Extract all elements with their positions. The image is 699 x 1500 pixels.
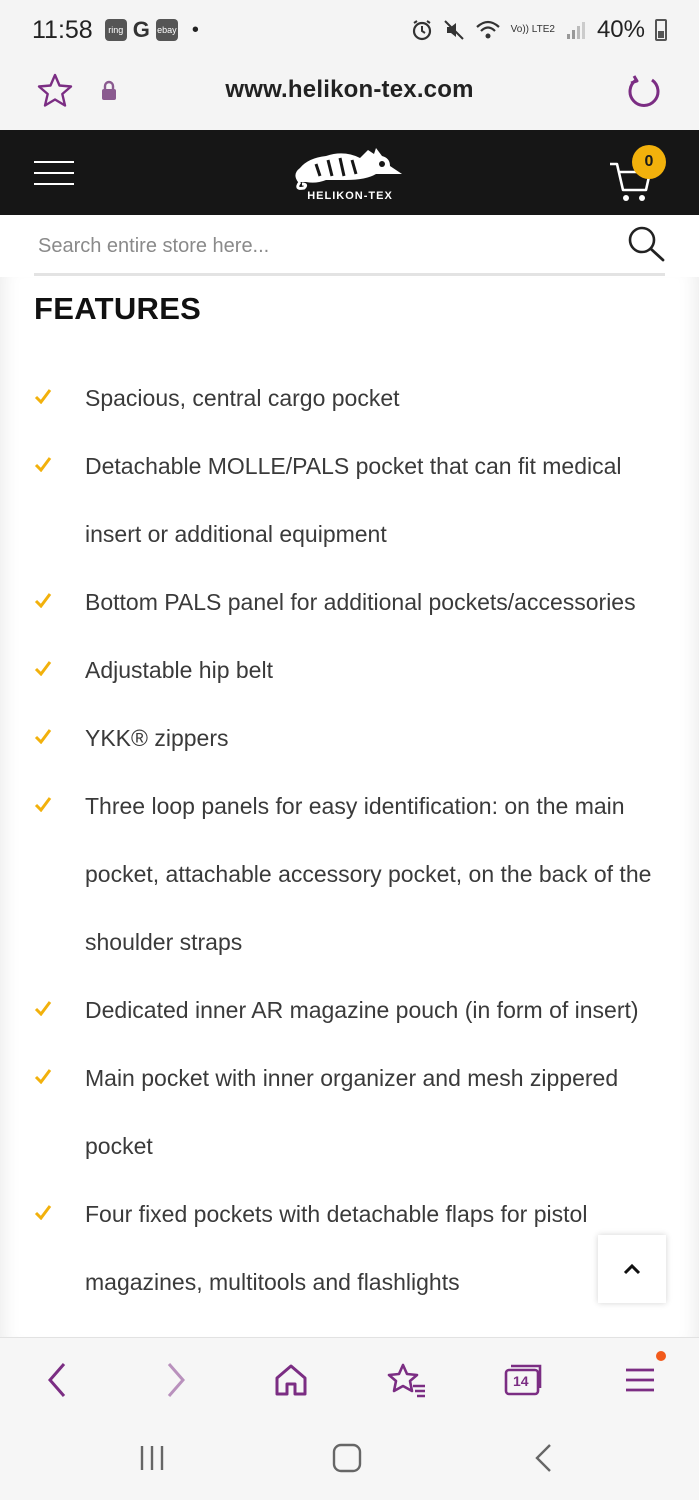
more-notifications-icon: •: [191, 18, 199, 41]
home-button[interactable]: [271, 1360, 311, 1400]
menu-hamburger-button[interactable]: [34, 161, 74, 185]
helikon-tex-logo[interactable]: [286, 144, 414, 206]
google-notification-icon: G: [132, 17, 150, 42]
feature-text: Dedicated inner AR magazine pouch (in form of insert): [85, 997, 639, 1023]
signal-icon: [565, 19, 587, 41]
system-navigation-bar: [0, 1422, 699, 1500]
browser-address-bar: [0, 60, 699, 130]
ebay-notification-icon: ebay: [156, 19, 178, 41]
checkmark-icon: [34, 1068, 52, 1084]
feature-item: [0, 568, 699, 636]
alarm-icon: [411, 19, 433, 41]
ring-notification-icon: ring: [105, 19, 127, 41]
browser-bottom-bar: [0, 1337, 699, 1422]
checkmark-icon: [34, 660, 52, 676]
bookmarks-star-icon: [387, 1362, 427, 1398]
url-text[interactable]: www.helikon-tex.com: [225, 76, 474, 103]
home-icon: [273, 1362, 309, 1398]
feature-text: Adjustable hip belt: [85, 657, 273, 683]
product-features-section: [0, 277, 699, 1337]
network-type: Vo)) LTE2: [510, 24, 555, 35]
search-underline: [34, 273, 665, 276]
feature-text: Main pocket with inner organizer and mesh zippered pocket: [85, 1065, 619, 1159]
status-bar: [0, 0, 699, 60]
feature-text: Detachable MOLLE/PALS pocket that can fit medical insert or additional equipment: [85, 453, 622, 547]
menu-icon: [624, 1366, 656, 1394]
tabs-count: 14: [513, 1373, 529, 1389]
site-header: [0, 130, 699, 215]
features-list: [0, 364, 699, 1316]
feature-item: [0, 1044, 699, 1180]
checkmark-icon: [34, 1000, 52, 1016]
tabs-button[interactable]: [503, 1360, 543, 1400]
checkmark-icon: [34, 1204, 52, 1220]
feature-item: [0, 1180, 699, 1316]
chevron-up-icon: [623, 1263, 641, 1275]
system-back-icon[interactable]: [532, 1442, 556, 1474]
search-icon[interactable]: [626, 224, 666, 264]
back-button[interactable]: [37, 1360, 77, 1400]
mute-icon: [443, 19, 465, 41]
forward-button[interactable]: [156, 1360, 196, 1400]
features-heading: FEATURES: [34, 291, 202, 326]
chameleon-logo-icon: [286, 144, 414, 192]
system-home-icon[interactable]: [331, 1442, 363, 1474]
wifi-icon: [475, 19, 501, 41]
feature-text: Four fixed pockets with detachable flaps for pistol magazines, multitools and flashlights: [85, 1201, 588, 1295]
logo-text: HELIKON-TEX: [307, 190, 393, 202]
feature-text: Three loop panels for easy identification: on the main pocket, attachable accessory pocket, on the back of the shoulder straps: [85, 793, 652, 955]
chevron-left-icon: [46, 1362, 68, 1398]
checkmark-icon: [34, 728, 52, 744]
chevron-right-icon: [165, 1362, 187, 1398]
feature-text: Bottom PALS panel for additional pockets/accessories: [85, 589, 636, 615]
feature-item: [0, 976, 699, 1044]
search-bar: [0, 215, 699, 277]
feature-item: [0, 364, 699, 432]
feature-text: Spacious, central cargo pocket: [85, 385, 400, 411]
browser-menu-button[interactable]: [620, 1360, 660, 1400]
feature-text: YKK® zippers: [85, 725, 229, 751]
checkmark-icon: [34, 388, 52, 404]
reload-icon[interactable]: [624, 72, 664, 112]
feature-item: [0, 772, 699, 976]
checkmark-icon: [34, 456, 52, 472]
scroll-to-top-button[interactable]: [598, 1235, 666, 1303]
checkmark-icon: [34, 796, 52, 812]
search-input[interactable]: [38, 229, 598, 263]
feature-item: [0, 432, 699, 568]
checkmark-icon: [34, 592, 52, 608]
feature-item: [0, 636, 699, 704]
battery-percent: 40%: [596, 16, 645, 43]
battery-icon: [655, 19, 667, 41]
recent-apps-icon[interactable]: [137, 1443, 167, 1473]
bookmarks-button[interactable]: [387, 1360, 427, 1400]
cart-count-badge[interactable]: 0: [632, 145, 666, 179]
feature-item: [0, 704, 699, 772]
status-time: 11:58: [32, 15, 93, 44]
menu-notification-dot: [656, 1351, 666, 1361]
